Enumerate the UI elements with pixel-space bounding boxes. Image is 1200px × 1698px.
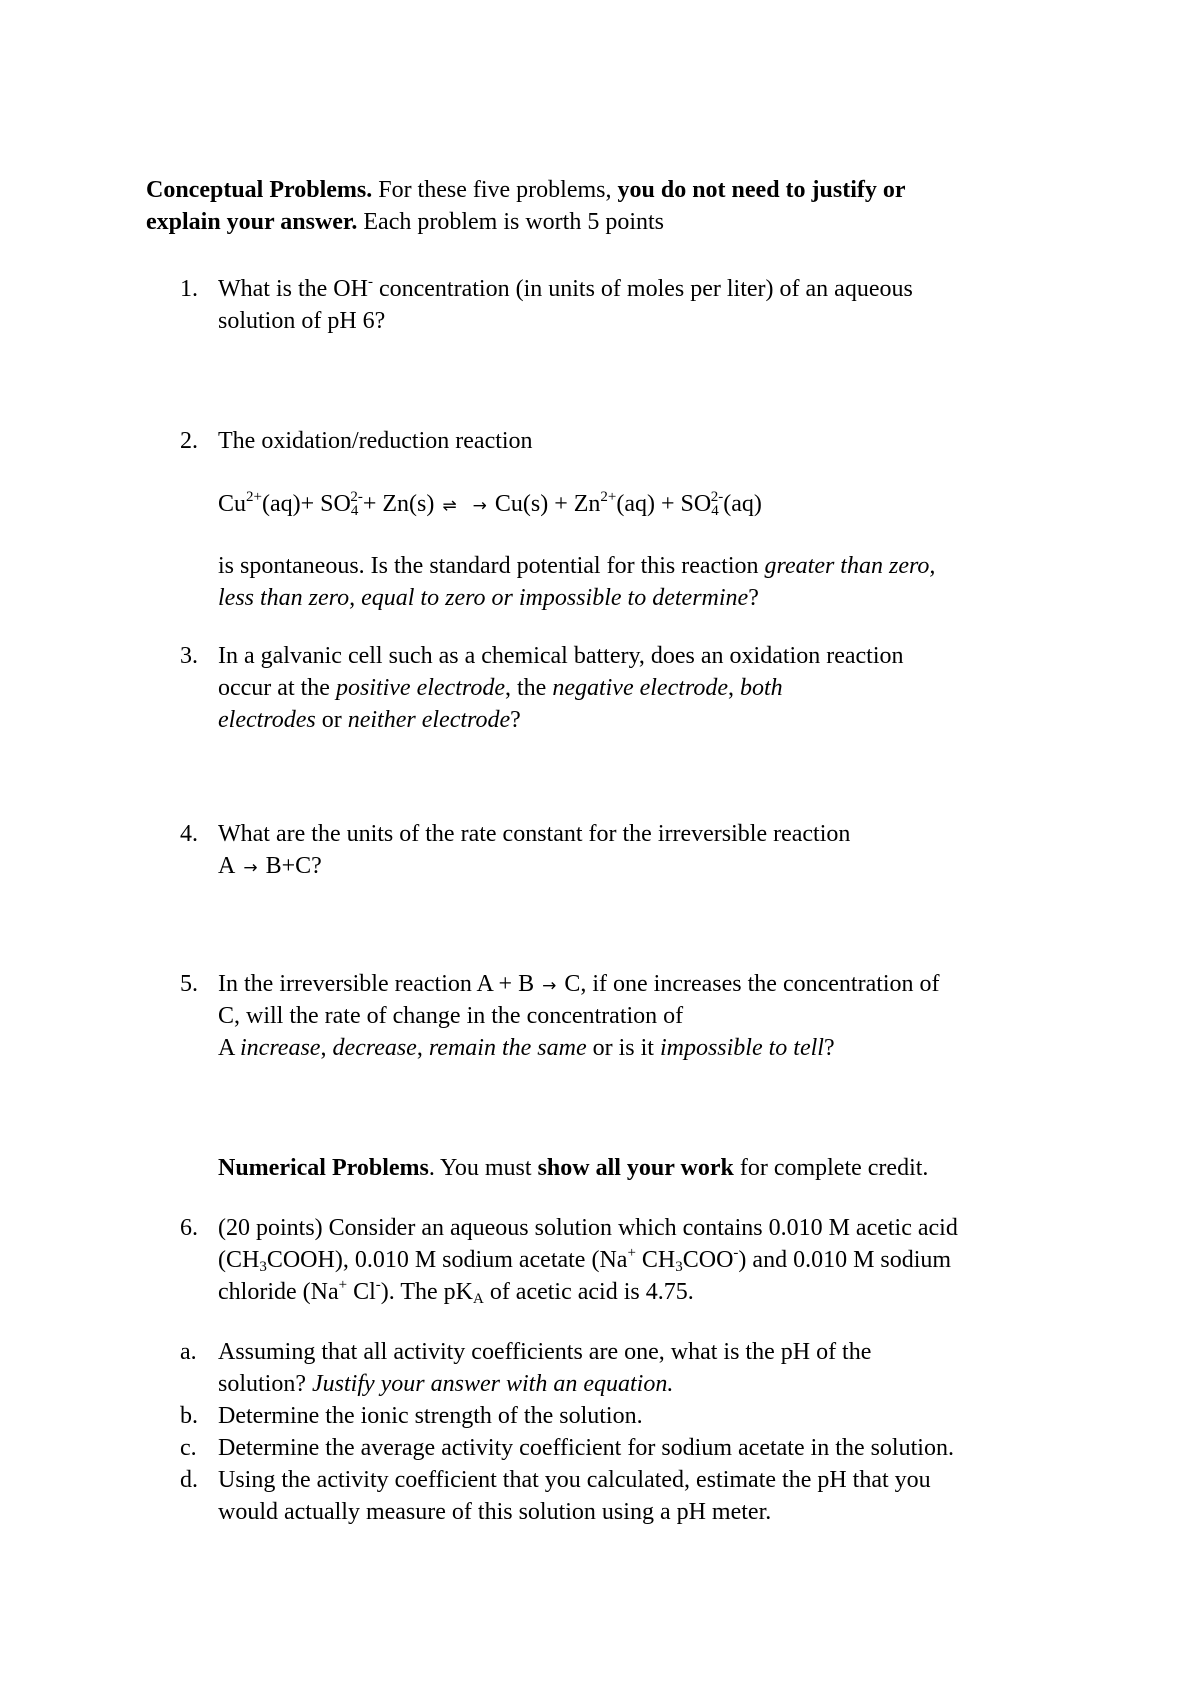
q6-line-2 — [218, 1244, 951, 1276]
eq-text-3: Cu(s) + Zn — [494, 491, 601, 517]
q6-sub-3: A — [472, 1291, 484, 1307]
q6-text-a: (CH — [218, 1247, 260, 1273]
eq-cu: Cu — [218, 491, 247, 517]
eq-zn-charge: 2+ — [600, 489, 617, 505]
q5-line-2: C, will the rate of change in the concentration of — [218, 1003, 684, 1029]
q3-number: 3. — [180, 643, 198, 669]
q2-option-italic: greater than zero, — [764, 553, 936, 579]
q6-text-i: of acetic acid is 4.75. — [483, 1279, 694, 1305]
q6-text-b: COOH), 0.010 M sodium acetate (Na — [266, 1247, 628, 1273]
q5-comma-2: , — [416, 1035, 429, 1061]
intro-text: For these five problems, — [372, 177, 618, 203]
eq-so4-sub-2: 4 — [711, 503, 719, 519]
q3-text-b: , the — [504, 675, 553, 701]
part-a-label: a. — [180, 1339, 197, 1365]
q2-line-4 — [218, 582, 759, 614]
part-a-line-2 — [218, 1368, 673, 1400]
q1-text-b: concentration (in units of moles per liter) of an aqueous — [372, 276, 913, 302]
q3-option-electrodes: electrodes — [218, 707, 316, 733]
q6-sup-2: - — [733, 1245, 739, 1261]
eq-text-1: (aq)+ SO — [261, 491, 351, 517]
q5-number: 5. — [180, 971, 198, 997]
q6-text-f: chloride (Na — [218, 1279, 339, 1305]
part-a-italic: Justify your answer with an equation. — [312, 1371, 674, 1397]
intro-points-text: Each problem is worth 5 points — [357, 209, 664, 235]
q6-sub-2: 3 — [675, 1259, 683, 1275]
q6-number: 6. — [180, 1215, 198, 1241]
q3-text-c: , — [728, 675, 740, 701]
intro-line-1 — [146, 174, 906, 206]
part-a-text: solution? — [218, 1371, 312, 1397]
q2-line-3 — [218, 550, 935, 582]
q2-equation — [218, 488, 762, 522]
eq-text-2: + Zn(s) — [362, 491, 435, 517]
q5-option-impossible: impossible to tell — [659, 1035, 824, 1061]
q1-line-2: solution of pH 6? — [218, 308, 386, 334]
q6-line-3 — [218, 1276, 694, 1308]
q5-option-same: remain the same — [428, 1035, 587, 1061]
q6-text-d: COO — [682, 1247, 734, 1273]
q5-line-3 — [218, 1032, 835, 1064]
q5-option-increase: increase — [240, 1035, 321, 1061]
q6-sub-1: 3 — [259, 1259, 267, 1275]
part-c-label: c. — [180, 1435, 197, 1461]
part-c-line-1: Determine the average activity coefficient for sodium acetate in the solution. — [218, 1435, 954, 1461]
q5-text-a: In the irreversible reaction A + B — [218, 971, 535, 997]
intro-bold-text-2: explain your answer. — [146, 209, 358, 235]
eq-so4-sub: 4 — [350, 503, 359, 519]
reaction-arrow-icon: → — [472, 496, 487, 516]
q4-line-1: What are the units of the rate constant for the irreversible reaction — [218, 821, 851, 847]
q2-line-1: The oxidation/reduction reaction — [218, 428, 533, 454]
q5-text-d: or is it — [586, 1035, 660, 1061]
q6-text-h: ). The pK — [380, 1279, 473, 1305]
q4-line-2 — [218, 850, 322, 884]
q3-line-1: In a galvanic cell such as a chemical battery, does an oxidation reaction — [218, 643, 904, 669]
reaction-arrow-icon: → — [542, 976, 557, 996]
part-b-label: b. — [180, 1403, 198, 1429]
reaction-arrow-icon: → — [243, 858, 258, 878]
q1-line-1 — [218, 273, 913, 305]
numerical-heading: Numerical Problems — [218, 1155, 429, 1181]
q3-option-both: both — [740, 675, 783, 701]
q2-options-italic: less than zero, equal to zero or impossible to determine — [218, 585, 749, 611]
q6-text-e: ) and 0.010 M sodium — [738, 1247, 952, 1273]
numerical-bold: show all your work — [537, 1155, 734, 1181]
q3-line-2 — [218, 672, 783, 704]
q3-option-neither: neither electrode — [347, 707, 511, 733]
eq-cu-charge: 2+ — [246, 489, 262, 505]
part-a-line-1: Assuming that all activity coefficients are one, what is the pH of the — [218, 1339, 872, 1365]
q3-question-mark: ? — [510, 707, 521, 733]
q1-sup: - — [367, 274, 373, 290]
q4-number: 4. — [180, 821, 198, 847]
intro-line-2 — [146, 206, 664, 238]
equilibrium-arrow-icon: ⇌ — [442, 496, 457, 516]
q3-text-a: occur at the — [218, 675, 336, 701]
part-b-line-1: Determine the ionic strength of the solution. — [218, 1403, 643, 1429]
eq-so4-charge: 2- — [350, 489, 363, 505]
q2-number: 2. — [180, 428, 198, 454]
q5-option-decrease: decrease — [332, 1035, 417, 1061]
numerical-text-a: . You must — [428, 1155, 538, 1181]
q5-question-mark: ? — [823, 1035, 835, 1061]
conceptual-heading: Conceptual Problems. — [146, 177, 373, 203]
eq-so4-charge-2: 2- — [710, 489, 724, 505]
q2-text: is spontaneous. Is the standard potential for this reaction — [218, 553, 765, 579]
q6-line-1: (20 points) Consider an aqueous solution which contains 0.010 M acetic acid — [218, 1215, 958, 1241]
q5-line-1 — [218, 968, 940, 1002]
q6-text-g: Cl — [347, 1279, 376, 1305]
numerical-text-b: for complete credit. — [733, 1155, 929, 1181]
intro-bold-text: you do not need to justify or — [617, 177, 906, 203]
q6-text-c: CH — [635, 1247, 676, 1273]
q5-comma-1: , — [320, 1035, 333, 1061]
q5-text-b: C, if one increases the concentration of — [564, 971, 940, 997]
q1-text-a: What is the OH — [218, 276, 368, 302]
part-d-label: d. — [180, 1467, 198, 1493]
q4-reactant: A — [218, 853, 236, 879]
q3-text-d: or — [315, 707, 348, 733]
q3-option-positive: positive electrode — [335, 675, 505, 701]
q6-sup-4: - — [375, 1277, 381, 1293]
part-d-line-2: would actually measure of this solution using a pH meter. — [218, 1499, 772, 1525]
q5-text-c: A — [218, 1035, 241, 1061]
numerical-intro — [218, 1152, 928, 1184]
q2-question-mark: ? — [748, 585, 759, 611]
q3-option-negative: negative electrode — [552, 675, 728, 701]
part-d-line-1: Using the activity coefficient that you calculated, estimate the pH that you — [218, 1467, 931, 1493]
q6-sup-3: + — [338, 1277, 348, 1293]
q3-line-3 — [218, 704, 521, 736]
q1-number: 1. — [180, 276, 198, 302]
q4-products: B+C? — [265, 853, 322, 879]
eq-text-5: (aq) — [723, 491, 762, 517]
eq-text-4: (aq) + SO — [616, 491, 712, 517]
q6-sup-1: + — [627, 1245, 636, 1261]
